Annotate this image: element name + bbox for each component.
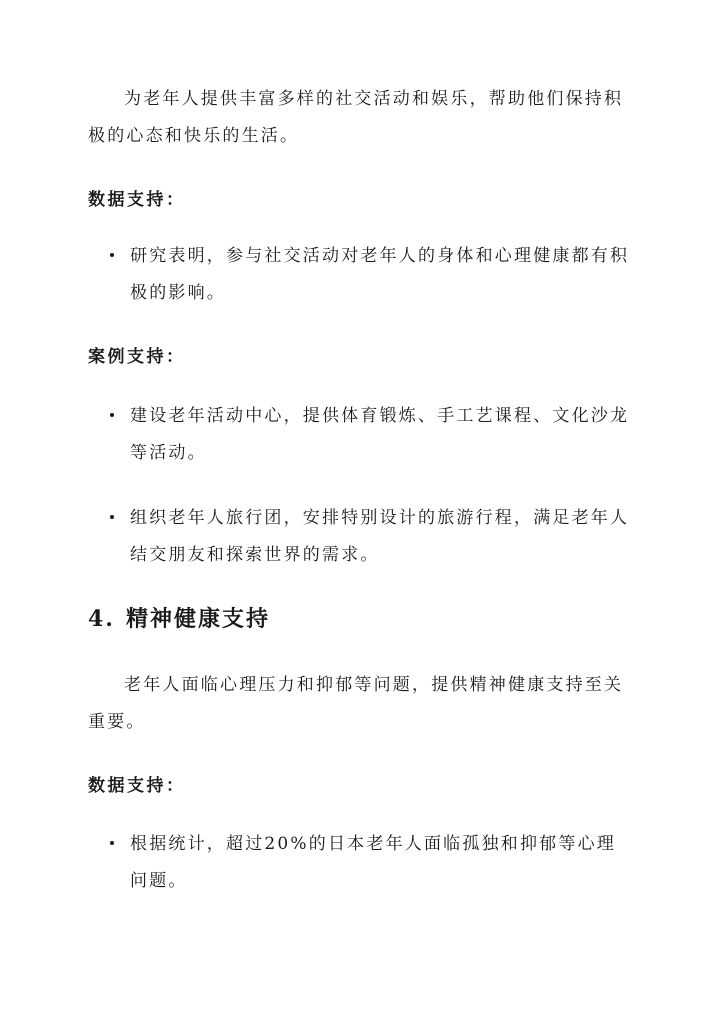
list-item-text: 根据统计，超过20%的日本老年人面临孤独和抑郁等心理问题。	[130, 834, 616, 891]
list-item	[110, 500, 630, 574]
list-item-text: 研究表明，参与社交活动对老年人的身体和心理健康都有积极的影响。	[130, 246, 630, 303]
case-support-label: 案例支持：	[88, 347, 186, 367]
section-intro-paragraph: 老年人面临心理压力和抑郁等问题，提供精神健康支持至关重要。	[88, 675, 624, 732]
list-item-text: 建设老年活动中心，提供体育锻炼、手工艺课程、文化沙龙等活动。	[130, 406, 630, 463]
list-item	[110, 398, 630, 472]
bullet-icon	[110, 413, 114, 417]
data-support-label: 数据支持：	[88, 190, 186, 210]
list-item	[110, 826, 630, 900]
section-title: 精神健康支持	[126, 606, 271, 632]
list-item	[110, 238, 630, 312]
intro-paragraph: 为老年人提供丰富多样的社交活动和娱乐，帮助他们保持积极的心态和快乐的生活。	[88, 89, 624, 146]
bullet-icon	[110, 841, 114, 845]
section-number: 4.	[88, 606, 115, 632]
list-item-text: 组织老年人旅行团，安排特别设计的旅游行程，满足老年人结交朋友和探索世界的需求。	[130, 508, 630, 565]
bullet-icon	[110, 253, 114, 257]
bullet-icon	[110, 515, 114, 519]
section-heading	[88, 604, 270, 634]
data-support-label: 数据支持：	[88, 776, 186, 796]
